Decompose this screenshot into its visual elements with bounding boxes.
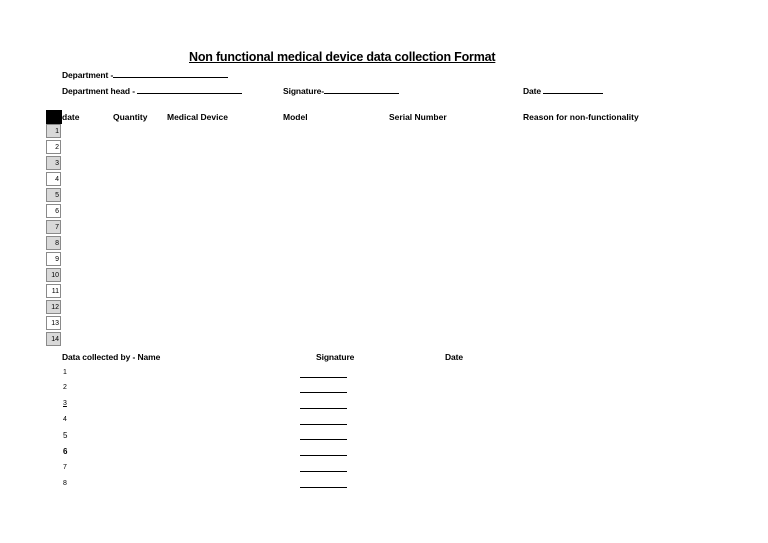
signature-line[interactable] (300, 408, 347, 409)
signature-field[interactable] (283, 85, 399, 96)
department-head-underline (137, 85, 242, 94)
collector-number: 7 (63, 464, 67, 471)
column-header-quantity: Quantity (113, 112, 148, 122)
date-label: Date (523, 86, 542, 96)
row-number: 5 (46, 188, 61, 202)
collected-by-date-label: Date (445, 352, 464, 362)
row-number: 2 (46, 140, 61, 154)
collector-number: 6 (63, 447, 68, 456)
row-number: 14 (46, 332, 61, 346)
collector-number: 3 (63, 400, 67, 407)
department-label: Department - (62, 70, 114, 80)
signature-line[interactable] (300, 487, 347, 488)
department-field[interactable] (62, 69, 228, 80)
row-number: 12 (46, 300, 61, 314)
row-number: 9 (46, 252, 61, 266)
department-head-label: Department head - (62, 86, 135, 96)
row-number: 4 (46, 172, 61, 186)
signature-line[interactable] (300, 424, 347, 425)
row-number: 10 (46, 268, 61, 282)
collected-by-name-label: Data collected by - Name (62, 352, 161, 362)
collector-number: 4 (63, 416, 67, 423)
row-number: 6 (46, 204, 61, 218)
date-field[interactable] (523, 85, 603, 96)
row-number: 8 (46, 236, 61, 250)
signature-line[interactable] (300, 455, 347, 456)
collected-by-signature-label: Signature (316, 352, 355, 362)
signature-line[interactable] (300, 439, 347, 440)
column-header-date: date (62, 112, 80, 122)
column-header-model: Model (283, 112, 308, 122)
page-title: Non functional medical device data collection Format (189, 50, 496, 64)
signature-line[interactable] (300, 377, 347, 378)
column-header-serial-number: Serial Number (389, 112, 447, 122)
collector-number: 5 (63, 431, 68, 440)
row-number: 3 (46, 156, 61, 170)
collector-number: 2 (63, 384, 67, 391)
collector-number: 1 (63, 369, 67, 376)
department-underline (113, 69, 228, 78)
signature-line[interactable] (300, 471, 347, 472)
column-header-medical-device: Medical Device (167, 112, 228, 122)
department-head-field[interactable] (62, 85, 242, 96)
date-underline (543, 85, 603, 94)
signature-label: Signature- (283, 86, 325, 96)
row-number-header (46, 110, 62, 124)
column-header-reason: Reason for non-functionality (523, 112, 639, 122)
row-number: 13 (46, 316, 61, 330)
collector-number: 8 (63, 480, 67, 487)
row-number: 7 (46, 220, 61, 234)
signature-underline (324, 85, 399, 94)
signature-line[interactable] (300, 392, 347, 393)
row-number: 1 (46, 124, 61, 138)
row-number: 11 (46, 284, 61, 298)
